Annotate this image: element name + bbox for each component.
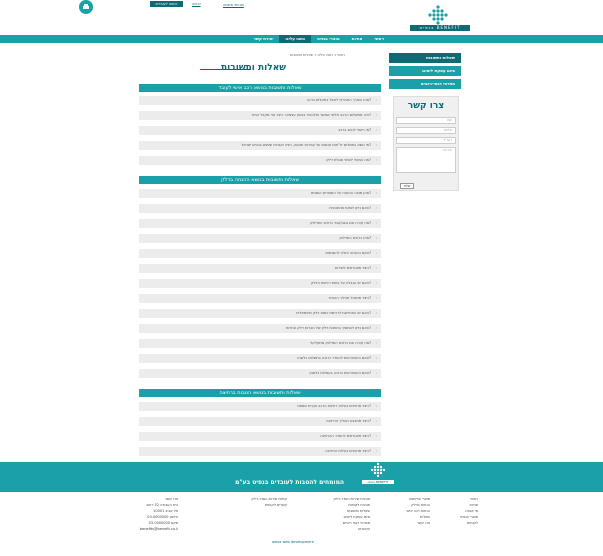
footer-slogan: המומחים להטבות לעובדים בנפיט בע"מ	[235, 479, 345, 486]
footer-link[interactable]: ראשי	[470, 497, 478, 501]
faq-question[interactable]: האם ניתן להמשיך בתחנות דלק של חברות דלק אחרות? ›	[139, 324, 381, 333]
nav-item-about[interactable]: אודות	[351, 36, 363, 41]
section-heading-car: שאלות ותשובות בנושא רכב אישי לעובד	[139, 84, 381, 92]
footer-col-products	[385, 496, 430, 526]
faq-question[interactable]: מה המהל לשינוי פוגלת דלק? ›	[139, 156, 381, 165]
main-nav	[0, 35, 603, 43]
footer-text: פקס 03-0000000	[148, 521, 178, 525]
footer-link[interactable]: אודות	[469, 503, 478, 507]
faq-question[interactable]: האם יש התחייבות לרכישת כמות דלק מינימאלית? ›	[139, 309, 381, 318]
faq-question[interactable]: מהן מוצה ההנחה על המוצרים השונים? ›	[139, 189, 381, 198]
contact-title: צרו קשר	[407, 101, 445, 111]
footer-link[interactable]: שאלות	[419, 515, 430, 519]
footer-link[interactable]: לקוחות	[467, 521, 478, 525]
footer-text: בית העבודה 52 רחוב	[146, 503, 178, 507]
sidebar-item-leasing-end[interactable]: סיום עסקת ליסינג	[389, 66, 461, 76]
employee-login-button[interactable]: כניסה לעובדים	[150, 1, 183, 7]
footer-text: צרו קשר	[164, 497, 178, 501]
footer-link[interactable]: קשרים לקוחות	[264, 503, 287, 507]
logo-text: בנפיט BENEFIT	[410, 25, 470, 31]
footer-text: טלפון 03-0000000	[147, 515, 178, 519]
developer-credit[interactable]: awua web development	[272, 540, 314, 544]
faq-question[interactable]: מה קורה אם נגנב/אבד כרטיס התדלוק? ›	[139, 219, 381, 228]
email-field[interactable]: דוא"ל	[396, 137, 456, 144]
faq-question[interactable]: האם ההנחה יכולה להשתנות? ›	[139, 249, 381, 258]
nav-item-products[interactable]: מוצרי בנפיט	[317, 36, 340, 41]
footer-logo-text: בנפיט BENEFIT	[362, 480, 394, 484]
faq-question[interactable]: האם ההצטרפות להסדר כרוכה בתשלום כלשהו? ›	[139, 354, 381, 363]
faq-question[interactable]: כיצד מצטרפים להסדר ההרחצה? ›	[139, 432, 381, 441]
forgot-password-link[interactable]: שכחתי סיסמה	[223, 3, 244, 7]
faq-question[interactable]: כיצד מחויבים בעלות רחיצת הרכב וקניית שמפט? ›	[139, 402, 381, 411]
faq-question[interactable]: האם ניתן לצאת מהתוכנית? ›	[139, 204, 381, 213]
footer-email[interactable]: benefits@benefit.co.il	[139, 527, 178, 531]
footer-logo-icon	[366, 462, 390, 482]
enter-link[interactable]: כניסה	[192, 2, 201, 6]
faq-question[interactable]: האם ההצטרפות כרוכה בעמלות כלשהן? ›	[139, 369, 381, 378]
footer-link[interactable]: קולות שירות-הסדר-דלק	[251, 497, 287, 501]
section-heading-fuel: שאלות ותשובות בנושא ההנחה בדלק	[139, 176, 381, 184]
sidebar-item-car-models[interactable]: מפרטי דגמי-רכבים	[389, 79, 461, 89]
faq-question[interactable]: כיצד מתבצע תהליך הרחיצה? ›	[139, 417, 381, 426]
faq-question[interactable]: האם יש הגבלה על כמות רכישת הדלק? ›	[139, 279, 381, 288]
top-header	[0, 0, 603, 36]
page-title-text: שאלות ותשובות	[221, 63, 287, 73]
sidebar-item-faq[interactable]: שאלות ותשובות	[389, 53, 461, 63]
faq-question[interactable]: כיצד מתנהל תהליך ההחזר? ›	[139, 294, 381, 303]
page-title	[200, 61, 378, 77]
footer-link[interactable]: מפרטי דגמי רכבים	[342, 521, 370, 525]
footer-col-info	[305, 496, 370, 532]
footer-col-extra	[232, 496, 287, 508]
phone-field[interactable]: טלפון	[396, 127, 456, 134]
name-field[interactable]: שם	[396, 117, 456, 124]
footer-link[interactable]: תוכנית לקוחות	[348, 503, 370, 507]
footer-link[interactable]: הנחות רכב אישי	[406, 509, 430, 513]
faq-question[interactable]: כיצד מחויבים בעלות הרחיצה? ›	[139, 447, 381, 456]
breadcrumb[interactable]: ראשי » כתבו עלינו » שאלות ותשובות	[290, 53, 346, 57]
footer-link[interactable]: מוצרי פרימיום	[409, 497, 430, 501]
faq-question[interactable]: מהו הצורך האחראי לטפל בתקלות ברכב? ›	[139, 96, 381, 105]
faq-question[interactable]: מהו כרטיס התדלוק? ›	[139, 234, 381, 243]
nav-item-home[interactable]: ראשי	[374, 36, 384, 41]
footer-link[interactable]: תוכנית שירות-הסדר-דלק	[333, 497, 370, 501]
footer-col-main	[448, 496, 478, 526]
nav-item-press[interactable]: כתבו עלינו	[279, 35, 311, 43]
footer-banner	[0, 462, 603, 492]
section-heading-wash: שאלות ותשובות בנושא הטבות ברחיצה	[139, 389, 381, 397]
footer-col-contact	[130, 496, 178, 532]
footer-link[interactable]: קישורים	[358, 527, 370, 531]
faq-question[interactable]: מה קורה אם כרטיס התדלוק מתקלקל? ›	[139, 339, 381, 348]
footer-link[interactable]: הנחות בדלק	[411, 503, 430, 507]
footer-link[interactable]: סיום עסקת ליסינג	[343, 515, 370, 519]
faq-question[interactable]: מי רשאי לנהוג ברכב? ›	[139, 126, 381, 135]
send-button[interactable]: שלח	[400, 183, 414, 189]
message-field[interactable]: הודעה	[396, 147, 456, 173]
faq-question[interactable]: כיצד מצטרפים לשירות? ›	[139, 264, 381, 273]
footer-text: תל אביב 10001	[153, 509, 178, 513]
nav-item-contact[interactable]: יצירת קשר	[253, 36, 274, 41]
faq-question[interactable]: מי נושא בתשלום דו"חות קנסות על עבירות תנועה, חניה ואגרות שימוש בכביש ישראל? ›	[139, 141, 381, 150]
footer-link[interactable]: מוצרי בנפיט	[460, 515, 478, 519]
footer-link[interactable]: צרו קשר	[416, 521, 430, 525]
footer-link[interactable]: מי אנחנו	[465, 509, 478, 513]
contact-form	[393, 96, 459, 191]
print-icon[interactable]	[79, 0, 93, 14]
faq-question[interactable]: היה מתשלום הרכב חליפי שאשר ותלכשיר בבוחן עצמאי: כיצד אני מקבל החזר? ›	[139, 111, 381, 120]
footer-link[interactable]: שאלות ותשובות	[346, 509, 370, 513]
